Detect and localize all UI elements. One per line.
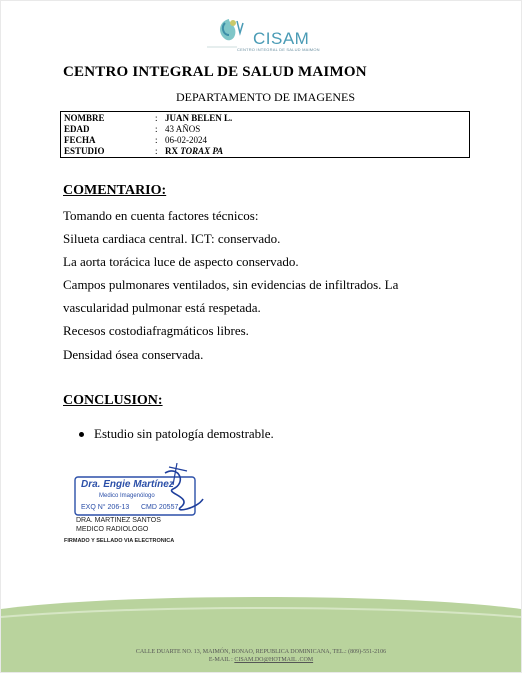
study-name: TORAX PA: [180, 146, 224, 156]
footer-email-link[interactable]: CISAM.DO@HOTMAIL .COM: [234, 657, 314, 663]
info-separator: :: [155, 135, 158, 145]
comment-line: Densidad ósea conservada.: [63, 347, 204, 362]
comment-line: Campos pulmonares ventilados, sin evidencias de infiltrados. La: [63, 277, 399, 292]
stamp-role: Medico Imagenólogo: [99, 493, 155, 499]
logo-subtitle: CENTRO INTEGRAL DE SALUD MAIMON: [237, 47, 320, 52]
comment-line: Recesos costodiafragmáticos libres.: [63, 323, 249, 338]
comment-line: vascularidad pulmonar está respetada.: [63, 300, 261, 315]
report-page: [1, 1, 521, 672]
stamp-exequatur: EXQ N° 206-13: [81, 504, 130, 511]
info-value: [165, 146, 223, 156]
info-label: ESTUDIO: [64, 146, 105, 156]
info-value: 06-02-2024: [165, 135, 207, 145]
cisam-logo: [207, 15, 327, 55]
info-separator: :: [155, 113, 158, 123]
patient-info-box: [60, 111, 470, 158]
study-prefix: RX: [165, 146, 178, 156]
footer-email-row: [1, 657, 521, 663]
comment-heading: COMENTARIO:: [63, 183, 167, 198]
info-separator: :: [155, 146, 158, 156]
conclusion-text: Estudio sin patología demostrable.: [94, 426, 274, 441]
doctor-stamp: [69, 463, 209, 523]
stamp-cmd: CMD 20557: [141, 504, 179, 511]
bullet-icon: [79, 432, 84, 437]
info-value: JUAN BELEN L.: [165, 113, 233, 123]
conclusion-heading: CONCLUSION:: [63, 393, 163, 408]
comment-line: La aorta torácica luce de aspecto conservado.: [63, 254, 299, 269]
info-separator: :: [155, 124, 158, 134]
footer-address: CALLE DUARTE NO. 13, MAIMÓN, BONAO, REPUBLICA DOMINICANA, TEL.: (809)-551-2106: [135, 649, 387, 655]
printed-doctor: [76, 516, 161, 534]
comment-line: Tomando en cuenta factores técnicos:: [63, 208, 259, 223]
info-label: EDAD: [64, 124, 90, 134]
footer-email-label: E-MAIL :: [208, 657, 233, 663]
printed-doctor-role: MEDICO RADIOLOGO: [76, 526, 149, 533]
printed-doctor-name: DRA. MARTINEZ SANTOS: [76, 517, 161, 524]
logo-wordmark: CISAM: [253, 29, 310, 48]
stamp-doctor-name: Dra. Engie Martínez: [81, 479, 174, 490]
department-label: DEPARTAMENTO DE IMAGENES: [176, 90, 355, 104]
info-value: 43 AÑOS: [165, 124, 201, 134]
info-label: NOMBRE: [64, 113, 105, 123]
signature-note: FIRMADO Y SELLADO VIA ELECTRONICA: [64, 538, 175, 544]
info-label: FECHA: [64, 135, 96, 145]
page-title: CENTRO INTEGRAL DE SALUD MAIMON: [63, 64, 367, 80]
comment-line: Silueta cardiaca central. ICT: conservado.: [63, 231, 281, 246]
